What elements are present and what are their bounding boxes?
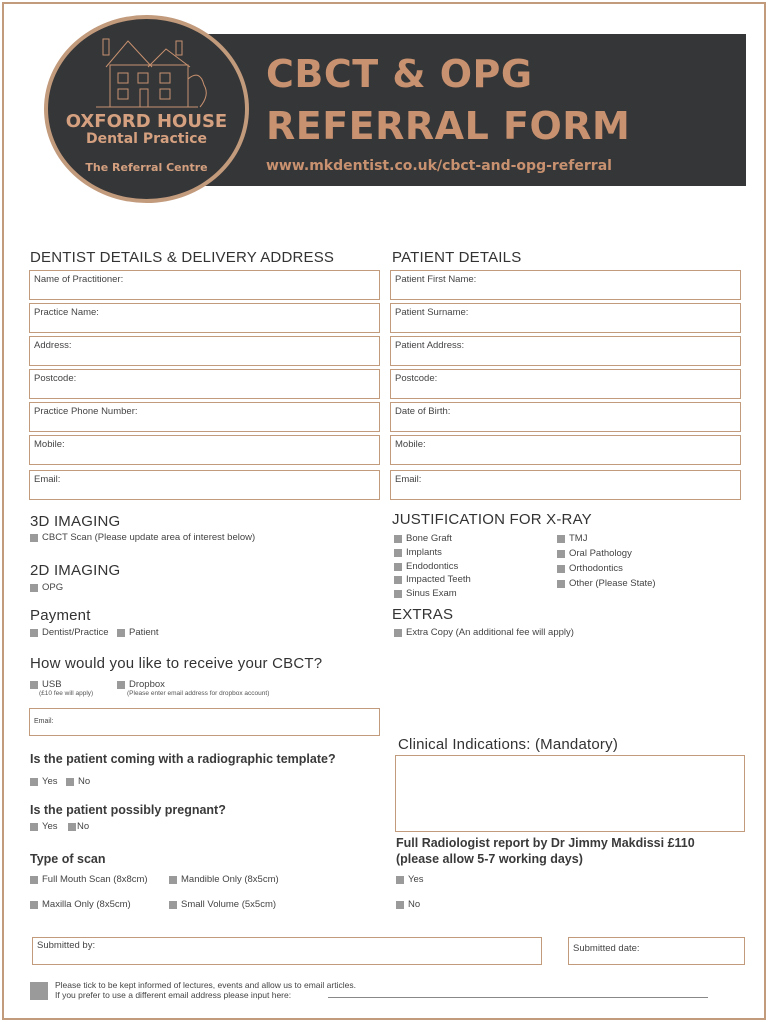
radiologist-report-text: Full Radiologist report by Dr Jimmy Makdissi £110 (396, 836, 695, 850)
dropbox-checkbox[interactable]: Dropbox (117, 679, 165, 690)
endodontics-checkbox[interactable]: Endodontics (394, 561, 458, 572)
checkbox-icon (30, 901, 38, 909)
checkbox-icon (30, 778, 38, 786)
alternate-email-input[interactable] (328, 997, 708, 998)
checkbox-icon (30, 876, 38, 884)
checkbox-icon (30, 534, 38, 542)
other-checkbox[interactable]: Other (Please State) (557, 578, 656, 589)
checkbox-icon (30, 629, 38, 637)
template-yes-checkbox[interactable]: Yes (30, 776, 58, 787)
implants-checkbox[interactable]: Implants (394, 547, 442, 558)
address-field[interactable]: Address: (29, 336, 380, 366)
payment-heading: Payment (30, 607, 91, 624)
mandible-only-checkbox[interactable]: Mandible Only (8x5cm) (169, 874, 279, 885)
postcode-field[interactable]: Postcode: (29, 369, 380, 399)
payment-dentist-checkbox[interactable]: Dentist/Practice (30, 627, 109, 638)
imaging-2d-heading: 2D IMAGING (30, 562, 121, 579)
impacted-teeth-checkbox[interactable]: Impacted Teeth (394, 574, 471, 585)
practitioner-name-field[interactable]: Name of Practitioner: (29, 270, 380, 300)
clinical-indications-field[interactable] (395, 755, 745, 832)
sinus-exam-checkbox[interactable]: Sinus Exam (394, 588, 457, 599)
patient-email-field[interactable]: Email: (390, 470, 741, 500)
scan-type-heading: Type of scan (30, 852, 106, 866)
small-volume-checkbox[interactable]: Small Volume (5x5cm) (169, 899, 276, 910)
submitted-by-field[interactable]: Submitted by: (32, 937, 542, 965)
usb-fee-note: (£10 fee will apply) (39, 690, 94, 697)
logo-text-referral-centre: The Referral Centre (85, 161, 208, 174)
checkbox-icon (169, 876, 177, 884)
checkbox-icon (557, 550, 565, 558)
logo-text-dental-practice: Dental Practice (85, 131, 208, 147)
extras-heading: EXTRAS (392, 606, 454, 623)
checkbox-icon (117, 629, 125, 637)
checkbox-icon (30, 584, 38, 592)
practice-logo (44, 15, 249, 203)
checkbox-icon (68, 823, 76, 831)
dentist-details-heading: DENTIST DETAILS & DELIVERY ADDRESS (30, 249, 335, 266)
checkbox-icon (30, 681, 38, 689)
pregnant-no-checkbox[interactable]: No (68, 821, 89, 832)
pregnant-question: Is the patient possibly pregnant? (30, 803, 226, 817)
alternate-email-note: If you prefer to use a different email address please input here: (55, 990, 292, 1000)
clinical-indications-heading: Clinical Indications: (Mandatory) (398, 736, 619, 753)
oral-pathology-checkbox[interactable]: Oral Pathology (557, 548, 632, 559)
checkbox-icon (396, 876, 404, 884)
checkbox-icon (394, 629, 402, 637)
receive-heading: How would you like to receive your CBCT? (30, 655, 323, 672)
checkbox-icon (30, 823, 38, 831)
tmj-checkbox[interactable]: TMJ (557, 533, 587, 544)
practice-phone-field[interactable]: Practice Phone Number: (29, 402, 380, 432)
checkbox-icon (394, 535, 402, 543)
form-url[interactable]: www.mkdentist.co.uk/cbct-and-opg-referral (266, 158, 612, 174)
payment-patient-checkbox[interactable]: Patient (117, 627, 159, 638)
opg-checkbox[interactable]: OPG (30, 582, 63, 593)
logo-text-oxford-house: OXFORD HOUSE (65, 111, 228, 132)
template-no-checkbox[interactable]: No (66, 776, 90, 787)
checkbox-icon (557, 535, 565, 543)
newsletter-checkbox[interactable] (30, 982, 48, 1000)
justification-heading: JUSTIFICATION FOR X-RAY (392, 511, 592, 528)
dropbox-email-field[interactable]: Email: (29, 708, 380, 736)
checkbox-icon (66, 778, 74, 786)
checkbox-icon (557, 565, 565, 573)
patient-postcode-field[interactable]: Postcode: (390, 369, 741, 399)
patient-address-field[interactable]: Patient Address: (390, 336, 741, 366)
patient-dob-field[interactable]: Date of Birth: (390, 402, 741, 432)
form-title-line2: REFERRAL FORM (266, 104, 631, 148)
pregnant-yes-checkbox[interactable]: Yes (30, 821, 58, 832)
practice-name-field[interactable]: Practice Name: (29, 303, 380, 333)
checkbox-icon (394, 590, 402, 598)
full-mouth-scan-checkbox[interactable]: Full Mouth Scan (8x8cm) (30, 874, 148, 885)
orthodontics-checkbox[interactable]: Orthodontics (557, 563, 623, 574)
form-title-line1: CBCT & OPG (266, 52, 533, 96)
checkbox-icon (169, 901, 177, 909)
extra-copy-checkbox[interactable]: Extra Copy (An additional fee will apply) (394, 627, 574, 638)
checkbox-icon (394, 576, 402, 584)
checkbox-icon (394, 549, 402, 557)
cbct-scan-checkbox[interactable]: CBCT Scan (Please update area of interest below) (30, 532, 255, 543)
newsletter-note: Please tick to be kept informed of lectures, events and allow us to email articles. (55, 980, 356, 990)
imaging-3d-heading: 3D IMAGING (30, 513, 121, 530)
checkbox-icon (396, 901, 404, 909)
dentist-email-field[interactable]: Email: (29, 470, 380, 500)
checkbox-icon (557, 580, 565, 588)
patient-details-heading: PATIENT DETAILS (392, 249, 522, 266)
patient-surname-field[interactable]: Patient Surname: (390, 303, 741, 333)
maxilla-only-checkbox[interactable]: Maxilla Only (8x5cm) (30, 899, 131, 910)
patient-mobile-field[interactable]: Mobile: (390, 435, 741, 465)
template-question: Is the patient coming with a radiographic template? (30, 752, 336, 766)
checkbox-icon (394, 563, 402, 571)
submitted-date-field[interactable]: Submitted date: (568, 937, 745, 965)
report-no-checkbox[interactable]: No (396, 899, 420, 910)
usb-checkbox[interactable]: USB (30, 679, 62, 690)
checkbox-icon (117, 681, 125, 689)
dropbox-note: (Please enter email address for dropbox account) (127, 690, 270, 697)
patient-first-name-field[interactable]: Patient First Name: (390, 270, 741, 300)
working-days-note: (please allow 5-7 working days) (396, 852, 583, 866)
dentist-mobile-field[interactable]: Mobile: (29, 435, 380, 465)
bone-graft-checkbox[interactable]: Bone Graft (394, 533, 452, 544)
report-yes-checkbox[interactable]: Yes (396, 874, 424, 885)
